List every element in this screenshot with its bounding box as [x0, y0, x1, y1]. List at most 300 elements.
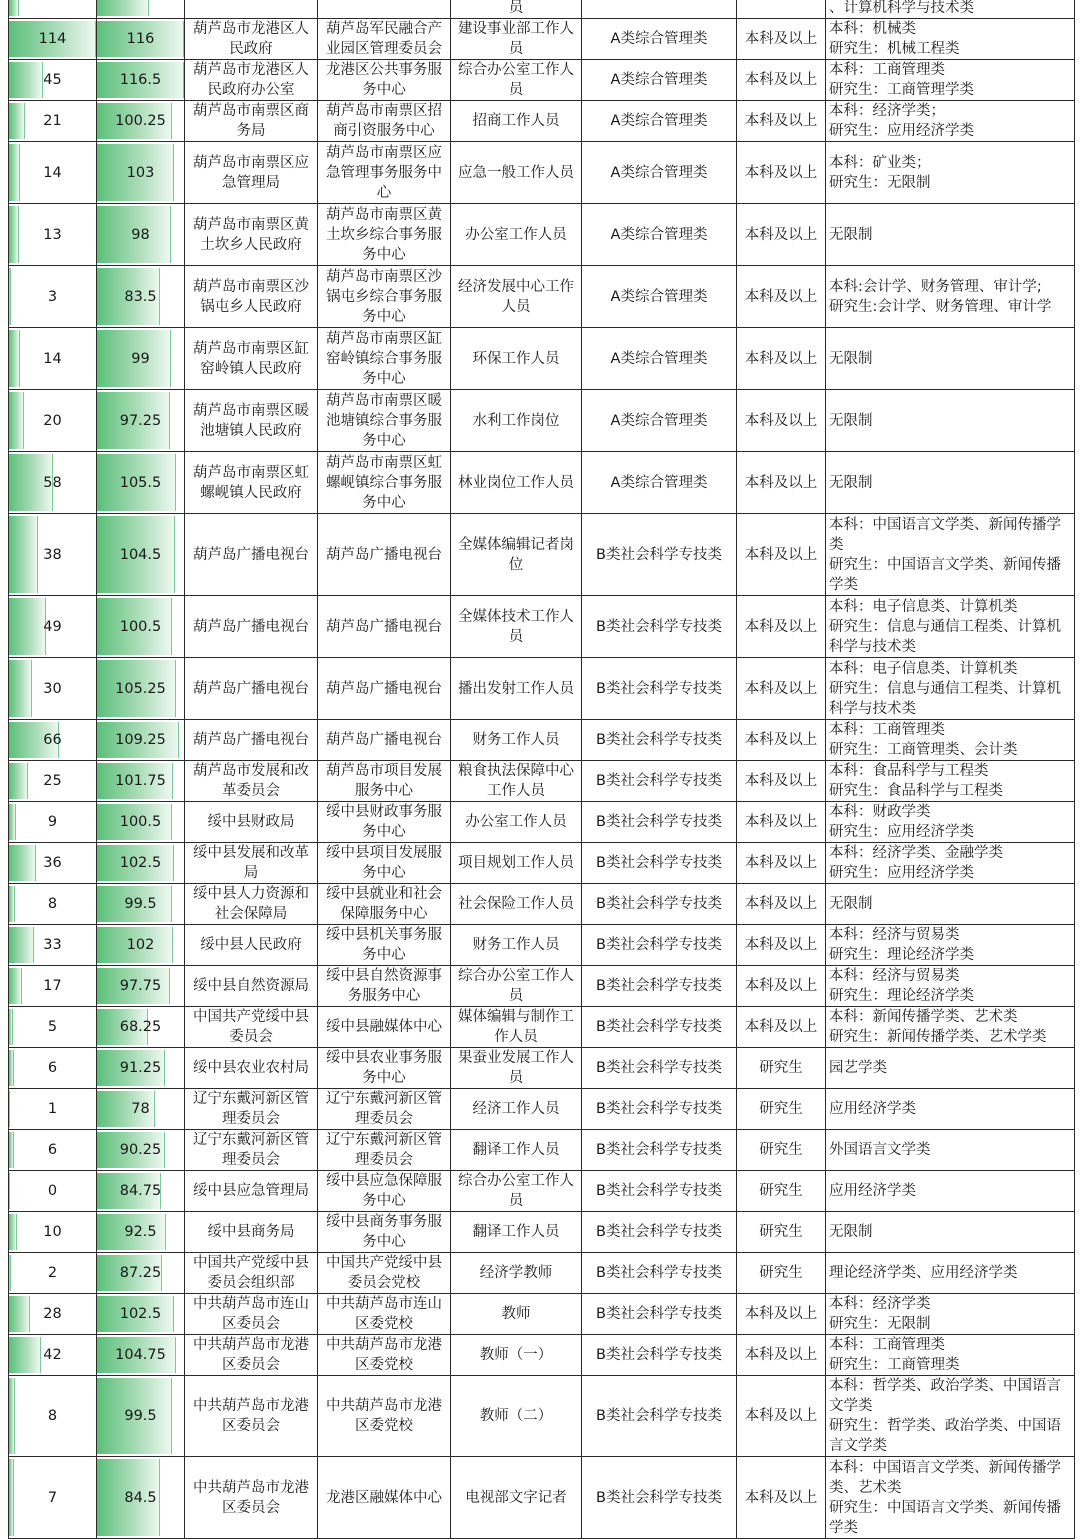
dept-cell: 中国共产党绥中县委员会组织部: [185, 1253, 318, 1294]
score-cell: [97, 1253, 185, 1294]
education-cell: 本科及以上: [737, 101, 826, 142]
requirement-line: 本科：工商管理类: [829, 1337, 945, 1353]
applicants-data-bar: [9, 1091, 10, 1127]
applicants-cell: [9, 204, 97, 266]
dept-cell: 葫芦岛市南票区虹螺岘镇人民政府: [185, 452, 318, 514]
post-cell: 教师（二）: [451, 1376, 582, 1457]
table-row: [9, 843, 1075, 884]
requirement-line: 本科：经济学类、金融学类: [829, 845, 1003, 861]
requirement-line: 无限制: [829, 226, 873, 243]
applicants-cell: [9, 1130, 97, 1171]
score-cell: [97, 720, 185, 761]
applicants-data-bar: [9, 1459, 14, 1536]
applicants-value: 58: [43, 474, 62, 491]
requirement-line: 研究生：理论经济学类: [829, 947, 974, 963]
applicants-cell: [9, 1171, 97, 1212]
unit-cell: 葫芦岛市南票区应急管理事务服务中心: [318, 142, 451, 204]
unit-cell: 葫芦岛市南票区沙锅屯乡综合事务服务中心: [318, 266, 451, 328]
requirement-line: 理论经济学类、应用经济学类: [829, 1265, 1018, 1281]
applicants-cell: [9, 802, 97, 843]
score-cell: [97, 1294, 185, 1335]
score-value: 83.5: [124, 288, 157, 305]
unit-cell: 绥中县农业事务服务中心: [318, 1048, 451, 1089]
applicants-value: 17: [43, 978, 62, 994]
post-cell: 财务工作人员: [451, 925, 582, 966]
score-cell: [97, 1007, 185, 1048]
applicants-cell: [9, 1007, 97, 1048]
applicants-cell: [9, 658, 97, 720]
applicants-value: 7: [47, 1489, 58, 1506]
unit-cell: 绥中县就业和社会保障服务中心: [318, 884, 451, 925]
score-value: 104.75: [115, 1347, 166, 1363]
requirement-cell: [826, 1376, 1075, 1457]
requirement-cell: [826, 0, 1075, 19]
post-cell: 招商工作人员: [451, 101, 582, 142]
dept-cell: 葫芦岛市南票区沙锅屯乡人民政府: [185, 266, 318, 328]
category-cell: B类社会科学专技类: [582, 966, 737, 1007]
dept-cell: 葫芦岛市南票区黄土坎乡人民政府: [185, 204, 318, 266]
requirement-cell: [826, 1335, 1075, 1376]
table-row: [9, 1212, 1075, 1253]
score-value: 104.5: [119, 546, 162, 563]
requirement-line: 无限制: [829, 412, 873, 429]
applicants-data-bar: [9, 206, 19, 263]
score-value: 100.25: [115, 113, 166, 129]
dept-cell: 葫芦岛市发展和改革委员会: [185, 761, 318, 802]
score-value: 68.25: [119, 1019, 162, 1035]
post-cell: 环保工作人员: [451, 328, 582, 390]
education-cell: 本科及以上: [737, 1376, 826, 1457]
dept-cell: 中共葫芦岛市龙港区委员会: [185, 1457, 318, 1539]
dept-cell: 中共葫芦岛市龙港区委员会: [185, 1376, 318, 1457]
requirement-cell: [826, 802, 1075, 843]
score-value: 99: [131, 350, 150, 367]
score-value: 109.25: [115, 732, 166, 748]
post-cell: 全媒体技术工作人员: [451, 596, 582, 658]
table-row: [9, 596, 1075, 658]
unit-cell: 辽宁东戴河新区管理委员会: [318, 1089, 451, 1130]
score-cell: [97, 884, 185, 925]
requirement-cell: [826, 1457, 1075, 1539]
score-value: 84.75: [119, 1183, 162, 1199]
requirement-line: 研究生：信息与通信工程类、计算机科学与技术类: [829, 680, 1061, 717]
dept-cell: 绥中县人力资源和社会保障局: [185, 884, 318, 925]
requirement-cell: [826, 452, 1075, 514]
requirement-line: 研究生：哲学类、政治学类、中国语言文学类: [829, 1418, 1061, 1454]
unit-cell: 葫芦岛广播电视台: [318, 658, 451, 720]
education-cell: 研究生: [737, 1130, 826, 1171]
score-value: 100.5: [119, 814, 162, 830]
applicants-data-bar: [9, 103, 25, 139]
applicants-value: 30: [43, 680, 62, 697]
post-cell: 应急一般工作人员: [451, 142, 582, 204]
applicants-cell: [9, 142, 97, 204]
dept-cell: 葫芦岛广播电视台: [185, 596, 318, 658]
applicants-value: 9: [47, 814, 58, 830]
requirement-cell: [826, 1048, 1075, 1089]
applicants-value: 10: [43, 1224, 62, 1240]
unit-cell: 绥中县应急保障服务中心: [318, 1171, 451, 1212]
unit-cell: 绥中县财政事务服务中心: [318, 802, 451, 843]
education-cell: 本科及以上: [737, 884, 826, 925]
requirement-line: 无限制: [829, 1224, 873, 1240]
dept-cell: 绥中县人民政府: [185, 925, 318, 966]
applicants-value: 14: [43, 350, 62, 367]
requirement-line: 研究生：无限制: [829, 1316, 931, 1332]
table-row: [9, 101, 1075, 142]
score-cell: [97, 966, 185, 1007]
score-cell: [97, 596, 185, 658]
requirement-cell: [826, 328, 1075, 390]
requirement-cell: [826, 596, 1075, 658]
applicants-value: 6: [47, 1060, 58, 1076]
score-cell: [97, 19, 185, 60]
education-cell: 本科及以上: [737, 720, 826, 761]
score-value: 102.5: [119, 855, 162, 871]
post-cell: 项目规划工作人员: [451, 843, 582, 884]
dept-cell: 辽宁东戴河新区管理委员会: [185, 1130, 318, 1171]
requirement-line: 本科：食品科学与工程类: [829, 763, 989, 779]
requirement-line: 无限制: [829, 350, 873, 367]
requirement-line: 应用经济学类: [829, 1101, 916, 1117]
requirement-line: 研究生：应用经济学类: [829, 824, 974, 840]
score-cell: [97, 761, 185, 802]
requirement-cell: [826, 1007, 1075, 1048]
requirement-line: 研究生：机械工程类: [829, 41, 960, 57]
post-cell: 播出发射工作人员: [451, 658, 582, 720]
requirement-line: 无限制: [829, 896, 873, 912]
dept-cell: 葫芦岛市龙港区人民政府办公室: [185, 60, 318, 101]
category-cell: B类社会科学专技类: [582, 1335, 737, 1376]
table-row: [9, 884, 1075, 925]
requirement-cell: [826, 925, 1075, 966]
dept-cell: [185, 0, 318, 19]
table-row: [9, 1294, 1075, 1335]
education-cell: 研究生: [737, 1171, 826, 1212]
applicants-cell: [9, 328, 97, 390]
applicants-value: 14: [43, 164, 62, 181]
education-cell: 本科及以上: [737, 204, 826, 266]
score-value: 78: [131, 1101, 150, 1117]
unit-cell: 葫芦岛军民融合产业园区管理委员会: [318, 19, 451, 60]
score-value: 103: [126, 164, 155, 181]
category-cell: A类综合管理类: [582, 142, 737, 204]
applicants-cell: [9, 390, 97, 452]
score-cell: [97, 802, 185, 843]
dept-cell: 绥中县农业农村局: [185, 1048, 318, 1089]
education-cell: 本科及以上: [737, 596, 826, 658]
applicants-value: 49: [43, 618, 62, 635]
post-cell: 办公室工作人员: [451, 204, 582, 266]
dept-cell: 葫芦岛广播电视台: [185, 658, 318, 720]
applicants-value: 21: [43, 113, 62, 129]
applicants-data-bar: [9, 1132, 14, 1168]
applicants-data-bar: [9, 1378, 15, 1454]
applicants-value: 42: [43, 1347, 62, 1363]
table-row: [9, 720, 1075, 761]
category-cell: B类社会科学专技类: [582, 1130, 737, 1171]
requirement-line: 本科：经济与贸易类: [829, 968, 960, 984]
category-cell: B类社会科学专技类: [582, 1253, 737, 1294]
post-cell: 综合办公室工作人员: [451, 1171, 582, 1212]
requirement-line: 应用经济学类: [829, 1183, 916, 1199]
category-cell: B类社会科学专技类: [582, 658, 737, 720]
applicants-cell: [9, 1089, 97, 1130]
requirement-line: 本科：经济与贸易类: [829, 927, 960, 943]
score-value: 99.5: [124, 896, 157, 912]
post-cell: 全媒体编辑记者岗位: [451, 514, 582, 596]
requirement-line: 本科:会计学、财务管理、审计学;: [829, 278, 1042, 295]
requirement-line: 研究生：工商管理学类: [829, 82, 974, 98]
unit-cell: 葫芦岛市南票区缸窑岭镇综合事务服务中心: [318, 328, 451, 390]
category-cell: B类社会科学专技类: [582, 1089, 737, 1130]
unit-cell: 辽宁东戴河新区管理委员会: [318, 1130, 451, 1171]
unit-cell: 绥中县项目发展服务中心: [318, 843, 451, 884]
score-cell: [97, 843, 185, 884]
table-row: [9, 1457, 1075, 1539]
category-cell: B类社会科学专技类: [582, 514, 737, 596]
post-cell: 员: [451, 0, 582, 19]
requirement-cell: [826, 514, 1075, 596]
category-cell: A类综合管理类: [582, 19, 737, 60]
post-cell: 财务工作人员: [451, 720, 582, 761]
category-cell: B类社会科学专技类: [582, 1376, 737, 1457]
education-cell: 本科及以上: [737, 843, 826, 884]
table-row: [9, 1253, 1075, 1294]
applicants-value: 0: [47, 1183, 58, 1199]
unit-cell: 中国共产党绥中县委员会党校: [318, 1253, 451, 1294]
applicants-cell: [9, 1212, 97, 1253]
table-row: [9, 19, 1075, 60]
score-value: 102: [126, 937, 155, 953]
unit-cell: 绥中县商务事务服务中心: [318, 1212, 451, 1253]
applicants-value: 13: [43, 226, 62, 243]
education-cell: 本科及以上: [737, 925, 826, 966]
education-cell: 本科及以上: [737, 802, 826, 843]
score-value: 100.5: [119, 618, 162, 635]
post-cell: 林业岗位工作人员: [451, 452, 582, 514]
dept-cell: 葫芦岛市南票区缸窑岭镇人民政府: [185, 328, 318, 390]
table-row: [9, 1130, 1075, 1171]
score-cell: [97, 60, 185, 101]
table-row: [9, 761, 1075, 802]
requirement-line: 本科：经济学类；: [829, 103, 945, 119]
education-cell: 本科及以上: [737, 1294, 826, 1335]
category-cell: B类社会科学专技类: [582, 884, 737, 925]
dept-cell: 绥中县商务局: [185, 1212, 318, 1253]
table-row: [9, 1376, 1075, 1457]
education-cell: [737, 0, 826, 19]
post-cell: 综合办公室工作人员: [451, 966, 582, 1007]
dept-cell: 中国共产党绥中县委员会: [185, 1007, 318, 1048]
table-row: [9, 966, 1075, 1007]
requirement-line: 本科：经济学类: [829, 1296, 931, 1312]
post-cell: 建设事业部工作人员: [451, 19, 582, 60]
education-cell: 研究生: [737, 1089, 826, 1130]
score-cell: [97, 0, 185, 19]
category-cell: B类社会科学专技类: [582, 1457, 737, 1539]
category-cell: B类社会科学专技类: [582, 1007, 737, 1048]
applicants-data-bar: [9, 927, 34, 963]
applicants-data-bar: [9, 763, 28, 799]
unit-cell: 葫芦岛市南票区虹螺岘镇综合事务服务中心: [318, 452, 451, 514]
requirement-line: 研究生：食品科学与工程类: [829, 783, 1003, 799]
post-cell: 社会保险工作人员: [451, 884, 582, 925]
applicants-data-bar: [9, 516, 38, 593]
applicants-cell: [9, 514, 97, 596]
table-row: [9, 1171, 1075, 1212]
table-row: [9, 1335, 1075, 1376]
score-value: 105.5: [119, 474, 162, 491]
unit-cell: 葫芦岛市南票区暖池塘镇综合事务服务中心: [318, 390, 451, 452]
dept-cell: 葫芦岛广播电视台: [185, 514, 318, 596]
table-row: [9, 925, 1075, 966]
requirement-line: 本科：工商管理类: [829, 722, 945, 738]
category-cell: A类综合管理类: [582, 390, 737, 452]
applicants-value: 20: [43, 412, 62, 429]
requirement-cell: [826, 1294, 1075, 1335]
applicants-data-bar: [9, 330, 20, 387]
applicants-value: 3: [47, 288, 58, 305]
score-value: 98: [131, 226, 150, 243]
post-cell: 办公室工作人员: [451, 802, 582, 843]
table-body: [9, 0, 1075, 1539]
table-row: [9, 802, 1075, 843]
applicants-cell: [9, 761, 97, 802]
score-value: 90.25: [119, 1142, 162, 1158]
job-listing-table: [8, 0, 1075, 1539]
applicants-value: 8: [47, 896, 58, 912]
applicants-cell: [9, 101, 97, 142]
applicants-value: 2: [47, 1265, 58, 1281]
requirement-line: 研究生：新闻传播学类、艺术学类: [829, 1029, 1047, 1045]
applicants-cell: [9, 843, 97, 884]
table-row: [9, 1089, 1075, 1130]
applicants-data-bar: [9, 598, 46, 655]
education-cell: 本科及以上: [737, 390, 826, 452]
applicants-data-bar: [9, 660, 32, 717]
applicants-data-bar: [9, 62, 43, 98]
applicants-cell: [9, 0, 97, 19]
education-cell: 研究生: [737, 1253, 826, 1294]
score-cell: [97, 1130, 185, 1171]
unit-cell: 中共葫芦岛市龙港区委党校: [318, 1376, 451, 1457]
post-cell: 教师（一）: [451, 1335, 582, 1376]
requirement-line: 本科：中国语言文学类、新闻传播学类: [829, 516, 1061, 553]
education-cell: 本科及以上: [737, 658, 826, 720]
requirement-line: 研究生：应用经济学类: [829, 123, 974, 139]
category-cell: A类综合管理类: [582, 452, 737, 514]
requirement-line: 研究生：无限制: [829, 174, 931, 191]
dept-cell: 绥中县自然资源局: [185, 966, 318, 1007]
table-row: [9, 1048, 1075, 1089]
unit-cell: 龙港区融媒体中心: [318, 1457, 451, 1539]
score-cell: [97, 328, 185, 390]
applicants-cell: [9, 1048, 97, 1089]
unit-cell: 龙港区公共事务服务中心: [318, 60, 451, 101]
category-cell: A类综合管理类: [582, 328, 737, 390]
applicants-data-bar: [9, 886, 15, 922]
requirement-cell: [826, 843, 1075, 884]
requirement-line: 研究生:会计学、财务管理、审计学: [829, 298, 1052, 315]
category-cell: A类综合管理类: [582, 204, 737, 266]
requirement-line: 外国语言文学类: [829, 1142, 931, 1158]
education-cell: 研究生: [737, 1212, 826, 1253]
post-cell: 经济发展中心工作人员: [451, 266, 582, 328]
applicants-cell: [9, 60, 97, 101]
table-row: [9, 328, 1075, 390]
applicants-data-bar: [9, 144, 20, 201]
post-cell: 果蚕业发展工作人员: [451, 1048, 582, 1089]
requirement-line: 本科：机械类: [829, 21, 916, 37]
education-cell: 研究生: [737, 1048, 826, 1089]
applicants-data-bar: [9, 1255, 11, 1291]
score-cell: [97, 266, 185, 328]
requirement-cell: [826, 1171, 1075, 1212]
requirement-cell: [826, 761, 1075, 802]
unit-cell: 葫芦岛广播电视台: [318, 514, 451, 596]
unit-cell: 葫芦岛市项目发展服务中心: [318, 761, 451, 802]
score-cell: [97, 390, 185, 452]
requirement-line: 园艺学类: [829, 1060, 887, 1076]
applicants-value: 25: [43, 773, 62, 789]
requirement-line: 本科：电子信息类、计算机类: [829, 660, 1018, 677]
score-cell: [97, 452, 185, 514]
post-cell: 电视部文字记者: [451, 1457, 582, 1539]
education-cell: 本科及以上: [737, 761, 826, 802]
post-cell: 教师: [451, 1294, 582, 1335]
category-cell: [582, 0, 737, 19]
dept-cell: 中共葫芦岛市龙港区委员会: [185, 1335, 318, 1376]
table-row: [9, 60, 1075, 101]
education-cell: 本科及以上: [737, 266, 826, 328]
score-cell: [97, 1171, 185, 1212]
applicants-value: 66: [43, 732, 62, 748]
requirement-line: 研究生：应用经济学类: [829, 865, 974, 881]
score-value: 99.5: [124, 1408, 157, 1424]
education-cell: 本科及以上: [737, 19, 826, 60]
category-cell: B类社会科学专技类: [582, 720, 737, 761]
score-cell: [97, 514, 185, 596]
applicants-cell: [9, 884, 97, 925]
score-value: 87.25: [119, 1265, 162, 1281]
table-row: [9, 452, 1075, 514]
applicants-data-bar: [9, 968, 22, 1004]
score-value: 116.5: [119, 72, 162, 88]
score-data-bar: [97, 0, 149, 16]
score-cell: [97, 1457, 185, 1539]
unit-cell: 葫芦岛市南票区黄土坎乡综合事务服务中心: [318, 204, 451, 266]
score-value: 97.25: [119, 412, 162, 429]
table-row-partial: [9, 0, 1075, 19]
dept-cell: 葫芦岛市南票区应急管理局: [185, 142, 318, 204]
unit-cell: 中共葫芦岛市龙港区委党校: [318, 1335, 451, 1376]
applicants-data-bar: [9, 0, 19, 16]
requirement-cell: [826, 204, 1075, 266]
post-cell: 水利工作岗位: [451, 390, 582, 452]
applicants-data-bar: [9, 1296, 30, 1332]
table-row: [9, 1007, 1075, 1048]
table-row: [9, 658, 1075, 720]
requirement-line: 本科：工商管理类: [829, 62, 945, 78]
applicants-cell: [9, 925, 97, 966]
category-cell: A类综合管理类: [582, 60, 737, 101]
applicants-cell: [9, 1376, 97, 1457]
unit-cell: 葫芦岛广播电视台: [318, 596, 451, 658]
applicants-value: 1: [47, 1101, 58, 1117]
dept-cell: 辽宁东戴河新区管理委员会: [185, 1089, 318, 1130]
requirement-cell: [826, 720, 1075, 761]
